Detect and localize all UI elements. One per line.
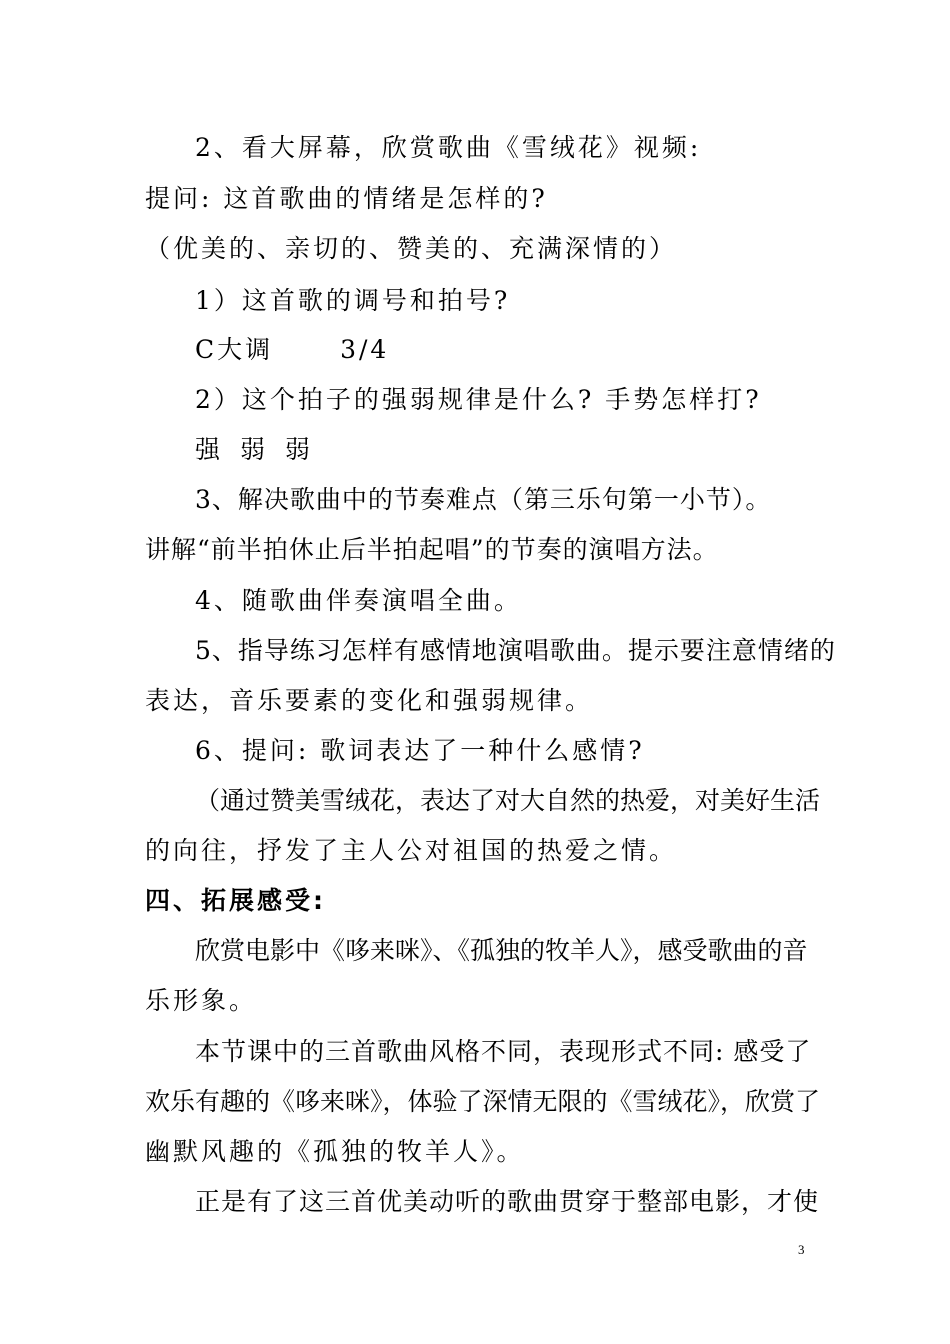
step-6-answer: （通过赞美雪绒花，表达了对大自然的热爱，对美好生活 <box>195 786 821 815</box>
extension-film-songs: 欣赏电影中《哆来咪》、《孤独的牧羊人》，感受歌曲的音 <box>195 936 808 965</box>
rhythm-explanation: 讲解“前半拍休止后半拍起唱”的节奏的演唱方法。 <box>145 535 719 564</box>
extension-film-songs-cont: 乐形象。 <box>145 986 258 1015</box>
answer-mood: （优美的、亲切的、赞美的、充满深情的） <box>145 234 678 263</box>
summary-paragraph-cont-2: 幽默风趣的《孤独的牧羊人》。 <box>145 1137 525 1166</box>
section-heading-extension: 四、拓展感受: <box>145 886 326 915</box>
step-6-question: 6、提问: 歌词表达了一种什么感情? <box>195 736 645 765</box>
conclusion-paragraph: 正是有了这三首优美动听的歌曲贯穿于整部电影，才使 <box>195 1187 820 1216</box>
summary-paragraph: 本节课中的三首歌曲风格不同，表现形式不同: 感受了 <box>195 1037 812 1066</box>
question-beat-pattern: 2）这个拍子的强弱规律是什么? 手势怎样打? <box>195 385 762 414</box>
answer-key-meter: C大调 3/4 <box>195 335 390 364</box>
step-5-guide-cont: 表达，音乐要素的变化和强弱规律。 <box>145 686 594 715</box>
page-number: 3 <box>798 1242 805 1257</box>
step-5-guide: 5、指导练习怎样有感情地演唱歌曲。提示要注意情绪的 <box>195 636 836 665</box>
step-4-sing: 4、随歌曲伴奏演唱全曲。 <box>195 586 522 615</box>
question-mood: 提问: 这首歌曲的情绪是怎样的? <box>145 184 548 213</box>
step-6-answer-cont: 的向往，抒发了主人公对祖国的热爱之情。 <box>145 836 678 865</box>
step-3-rhythm: 3、解决歌曲中的节奏难点（第三乐句第一小节）。 <box>195 485 772 514</box>
answer-beat-pattern: 强 弱 弱 <box>195 435 316 464</box>
step-2-video: 2、看大屏幕，欣赏歌曲《雪绒花》视频: <box>195 133 702 162</box>
question-key-meter: 1）这首歌的调号和拍号? <box>195 286 511 315</box>
summary-paragraph-cont-1: 欢乐有趣的《哆来咪》，体验了深情无限的《雪绒花》，欣赏了 <box>145 1087 821 1116</box>
